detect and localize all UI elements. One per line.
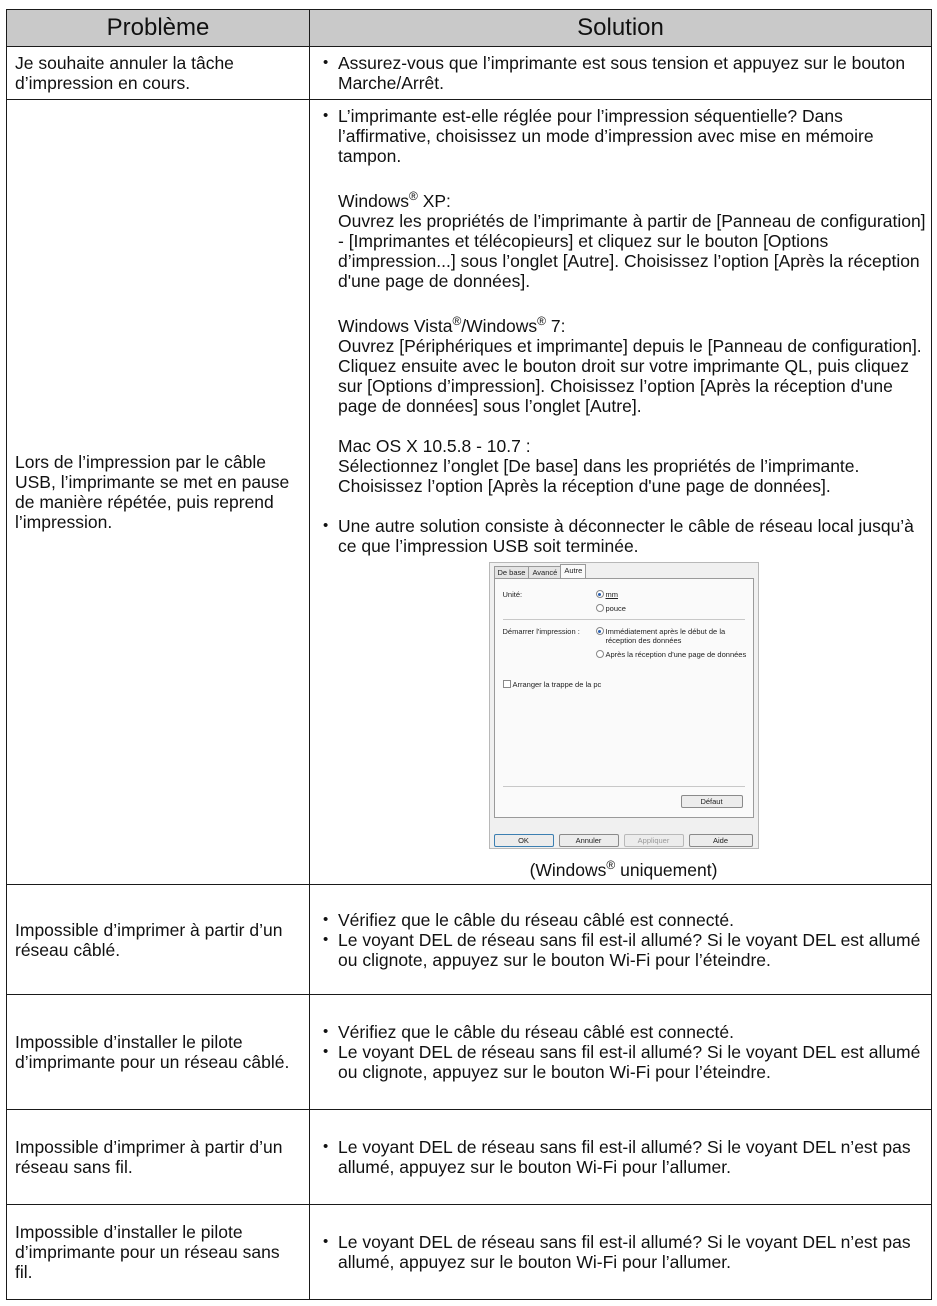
ok-button[interactable]: OK (494, 834, 554, 847)
unit-mm-radio[interactable] (596, 590, 604, 598)
solution-column-header: Solution (310, 10, 932, 47)
solution-cell (310, 995, 932, 1110)
solution-cell (310, 885, 932, 995)
solution-bullet: • Assurez-vous que l’imprimante est sous tension et appuyez sur le bouton Marche/Arrêt. (320, 53, 927, 93)
solution-bullet: • Le voyant DEL de réseau sans fil est-il allumé? Si le voyant DEL est allumé ou clignote, appuyez sur le bouton Wi-Fi pour l’éteindre. (320, 1042, 927, 1082)
start-after-page-label: Après la réception d'une page de données (605, 650, 747, 659)
problem-cell: Impossible d’installer le pilote d’imprimante pour un réseau sans fil. (7, 1205, 310, 1300)
troubleshooting-table (6, 9, 932, 1300)
unit-label: Unité: (502, 590, 523, 599)
solution-bullet: • L’imprimante est-elle réglée pour l’impression séquentielle? Dans l’affirmative, choisissez un mode d’impression avec mise en mémoire tampon. (320, 106, 927, 166)
solution-bullet: • Le voyant DEL de réseau sans fil est-il allumé? Si le voyant DEL est allumé ou clignote, appuyez sur le bouton Wi-Fi pour l’éteindre. (320, 930, 927, 970)
table-row (7, 100, 932, 885)
unit-pouce-radio[interactable] (596, 604, 604, 612)
start-after-page-radio[interactable] (596, 650, 604, 658)
help-button[interactable]: Aide (689, 834, 753, 847)
unit-pouce-label: pouce (605, 604, 626, 613)
tab-avance[interactable]: Avancé (528, 566, 561, 578)
start-immediate-label: Immédiatement après le début de la réception des données (605, 627, 726, 645)
windows-xp-heading: Windows® XP: (338, 189, 451, 211)
dialog-caption: (Windows® uniquement) (529, 858, 718, 880)
solution-cell (310, 47, 932, 100)
problem-cell: Je souhaite annuler la tâche d’impression en cours. (7, 47, 310, 100)
arrange-checkbox-label: Arranger la trappe de la pc (512, 680, 602, 689)
printer-options-dialog (489, 562, 759, 849)
problem-cell: Impossible d’imprimer à partir d’un réseau câblé. (7, 885, 310, 995)
start-immediate-radio[interactable] (596, 627, 604, 635)
tab-autre[interactable]: Autre (560, 564, 586, 580)
windows-xp-instructions: Ouvrez les propriétés de l’imprimante à partir de [Panneau de configuration] - [Imprimantes et télécopieurs] et cliquez sur le bouton [Options d’impression...] sous l’onglet [Autre]. Choisissez l’option [Après la réception d'une page de données]. (338, 211, 926, 291)
dialog-tabs (494, 566, 586, 578)
solution-bullet: • Vérifiez que le câble du réseau câblé est connecté. (320, 1022, 927, 1042)
table-header-row (7, 10, 932, 47)
table-row (7, 885, 932, 995)
solution-bullet: • Le voyant DEL de réseau sans fil est-il allumé? Si le voyant DEL n’est pas allumé, appuyez sur le bouton Wi-Fi pour l’allumer. (320, 1137, 927, 1177)
mac-instructions: Sélectionnez l’onglet [De base] dans les propriétés de l’imprimante. Choisissez l’option [Après la réception d'une page de données]. (338, 456, 860, 496)
tab-de-base[interactable]: De base (494, 566, 530, 578)
solution-bullet: • Le voyant DEL de réseau sans fil est-il allumé? Si le voyant DEL n’est pas allumé, appuyez sur le bouton Wi-Fi pour l’allumer. (320, 1232, 927, 1272)
problem-cell: Impossible d’imprimer à partir d’un réseau sans fil. (7, 1110, 310, 1205)
divider (503, 786, 745, 787)
divider (503, 619, 745, 620)
solution-cell (310, 1205, 932, 1300)
problem-column-header: Problème (7, 10, 310, 47)
windows-vista-heading: Windows Vista®/Windows® 7: (338, 314, 566, 336)
solution-bullet: • Vérifiez que le câble du réseau câblé est connecté. (320, 910, 927, 930)
table-row (7, 47, 932, 100)
table-row (7, 1205, 932, 1300)
arrange-checkbox[interactable] (503, 680, 511, 688)
problem-cell: Lors de l’impression par le câble USB, l’imprimante se met en pause de manière répétée, puis reprend l’impression. (7, 100, 310, 885)
start-print-label: Démarrer l'impression : (502, 627, 580, 636)
solution-cell (310, 100, 932, 885)
solution-cell (310, 1110, 932, 1205)
windows-vista-instructions: Ouvrez [Périphériques et imprimante] depuis le [Panneau de configuration]. Cliquez ensuite avec le bouton droit sur votre imprimante QL, puis cliquez sur [Options d’impression]. Choisissez l’option [Après la réception d'une page de données] sous l’onglet [Autre]. (338, 336, 922, 416)
cancel-button[interactable]: Annuler (559, 834, 619, 847)
mac-heading: Mac OS X 10.5.8 - 10.7 : (338, 436, 531, 456)
unit-mm-label: mm (605, 590, 618, 599)
default-button[interactable]: Défaut (681, 795, 743, 808)
apply-button[interactable]: Appliquer (624, 834, 684, 847)
solution-bullet: • Une autre solution consiste à déconnecter le câble de réseau local jusqu’à ce que l’impression USB soit terminée. (320, 516, 927, 556)
table-row (7, 1110, 932, 1205)
problem-cell: Impossible d’installer le pilote d’imprimante pour un réseau câblé. (7, 995, 310, 1110)
dialog-panel (494, 578, 754, 818)
table-row (7, 995, 932, 1110)
